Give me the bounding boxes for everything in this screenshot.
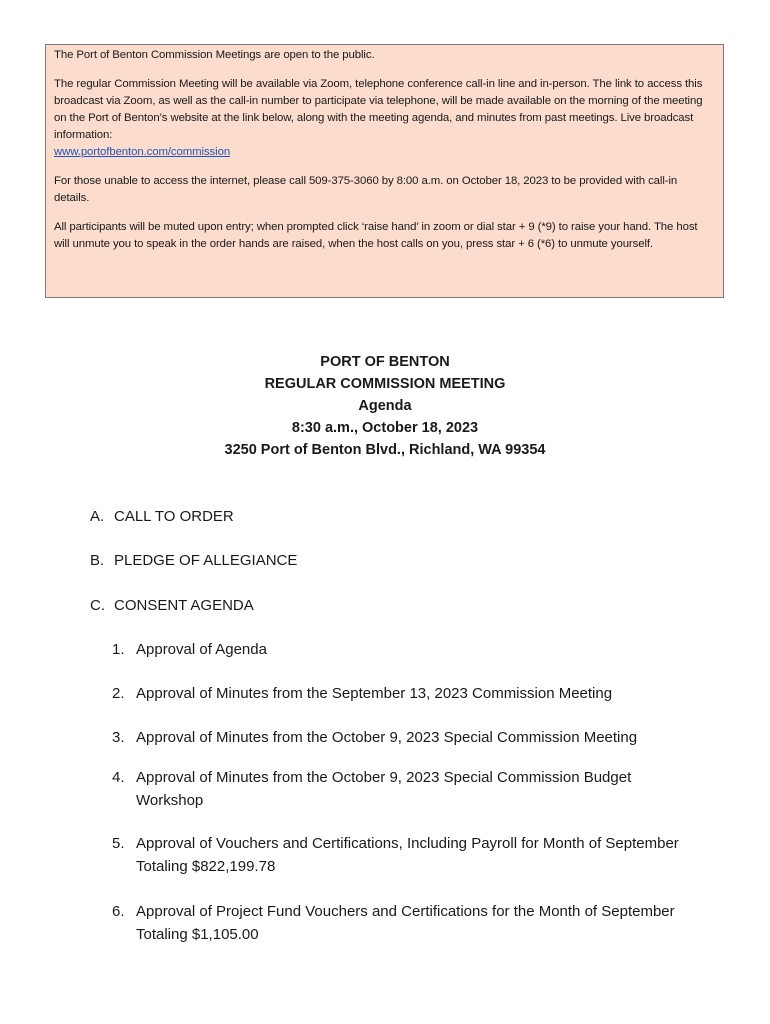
consent-item bbox=[112, 832, 692, 878]
item-number: 1. bbox=[112, 641, 125, 658]
item-number: 3. bbox=[112, 729, 125, 746]
item-text: Approval of Minutes from the October 9, 2023 Special Commission Meeting bbox=[136, 729, 638, 746]
notice-zoom-text: The regular Commission Meeting will be available via Zoom, telephone conference call-in line and in-person. The link to access this broadcast via Zoom, as well as the call-in number to participate via telephone, will be made available on the morning of the meeting on the Port of Benton’s website at the link below, along with the meeting agenda, and minutes from past meetings. Live broadcast information: bbox=[54, 78, 703, 141]
meeting-datetime: 8:30 a.m., October 18, 2023 bbox=[291, 420, 479, 436]
section-consent-agenda bbox=[90, 597, 254, 614]
consent-item bbox=[112, 682, 692, 705]
item-number: 2. bbox=[112, 685, 125, 702]
notice-intro: The Port of Benton Commission Meetings are open to the public. bbox=[54, 49, 375, 61]
consent-item bbox=[112, 638, 692, 661]
item-text: Approval of Minutes from the October 9, 2023 Special Commission Budget Workshop bbox=[136, 769, 632, 809]
meeting-name: REGULAR COMMISSION MEETING bbox=[264, 376, 506, 392]
notice-phone-info: For those unable to access the internet, please call 509-375-3060 by 8:00 a.m. on October 18, 2023 to be provided with call-in details. bbox=[54, 175, 678, 204]
commission-link[interactable]: www.portofbenton.com/commission bbox=[54, 146, 231, 158]
item-number: 5. bbox=[112, 835, 125, 852]
section-letter: C. bbox=[90, 597, 105, 614]
item-number: 4. bbox=[112, 769, 125, 786]
org-name: PORT OF BENTON bbox=[320, 354, 450, 370]
consent-item bbox=[112, 766, 692, 812]
agenda-header bbox=[0, 351, 770, 461]
item-text: Approval of Project Fund Vouchers and Certifications for the Month of September Totaling $1,105.00 bbox=[136, 903, 675, 943]
section-label: CALL TO ORDER bbox=[114, 508, 234, 525]
notice-zoom-info bbox=[54, 76, 715, 161]
item-text: Approval of Vouchers and Certifications, Including Payroll for Month of September Totaling $822,199.78 bbox=[136, 835, 679, 875]
public-notice-box bbox=[45, 44, 724, 298]
consent-item bbox=[112, 726, 692, 749]
section-pledge bbox=[90, 552, 297, 569]
consent-item bbox=[112, 900, 692, 946]
notice-mute-info: All participants will be muted upon entry; when prompted click ‘raise hand’ in zoom or dial star + 9 (*9) to raise your hand. The host will unmute you to speak in the order hands are raised, when the host calls on you, press star + 6 (*6) to unmute yourself. bbox=[54, 221, 698, 250]
section-label: CONSENT AGENDA bbox=[114, 597, 254, 614]
section-letter: A. bbox=[90, 508, 105, 525]
item-number: 6. bbox=[112, 903, 125, 920]
meeting-address: 3250 Port of Benton Blvd., Richland, WA 99354 bbox=[224, 442, 546, 458]
item-text: Approval of Minutes from the September 13, 2023 Commission Meeting bbox=[136, 685, 613, 702]
section-label: PLEDGE OF ALLEGIANCE bbox=[114, 552, 298, 569]
section-call-to-order bbox=[90, 508, 234, 525]
document-type: Agenda bbox=[358, 398, 412, 414]
item-text: Approval of Agenda bbox=[136, 641, 267, 658]
section-letter: B. bbox=[90, 552, 105, 569]
